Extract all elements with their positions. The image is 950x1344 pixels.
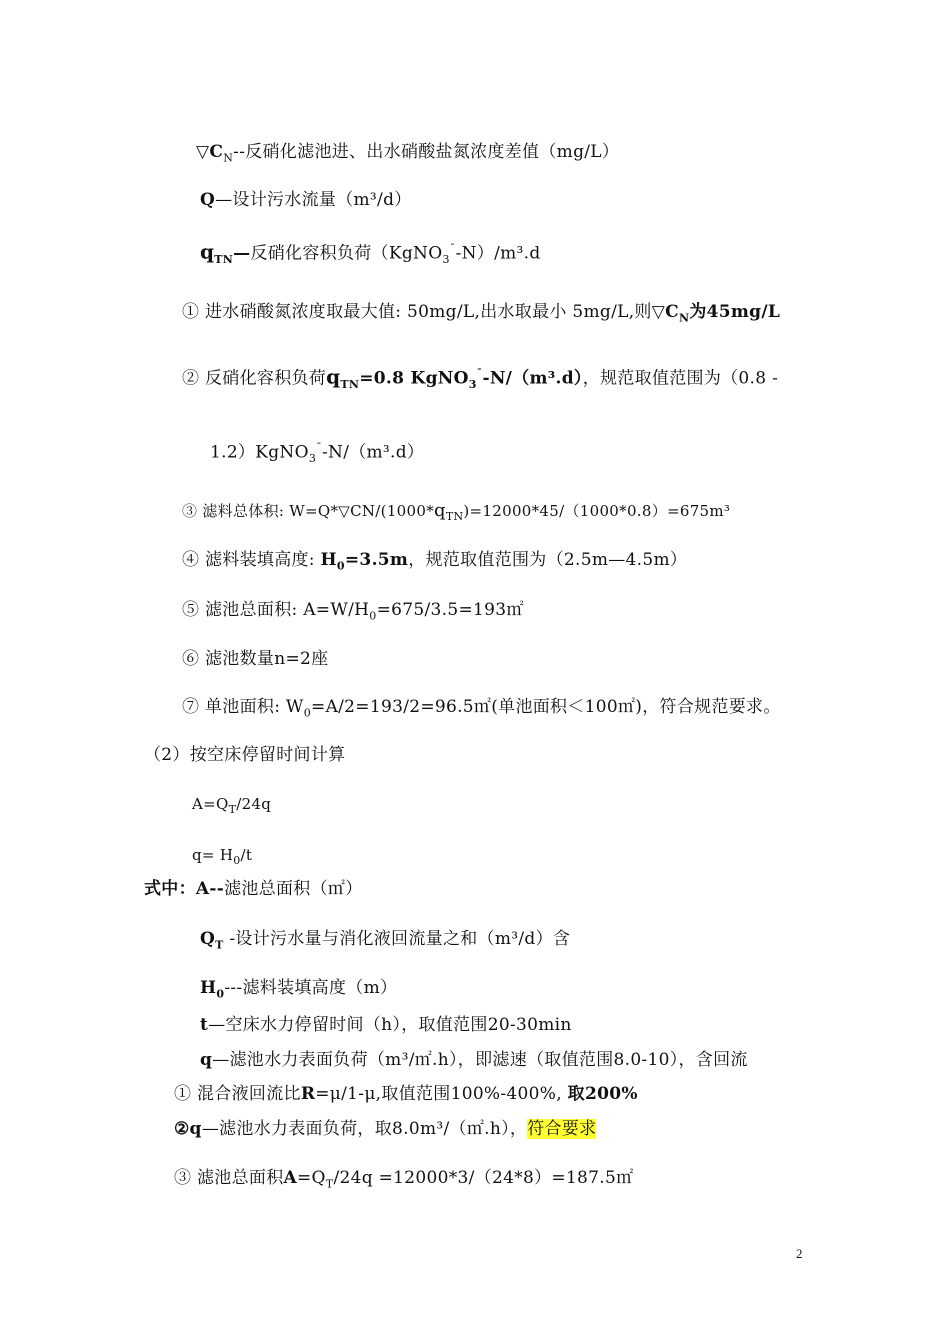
text-line: q—滤池水力表面负荷（m³/㎡.h），即滤速（取值范围8.0-10），含回流 bbox=[200, 1050, 748, 1070]
list-item-3: ③ 滤料总体积: $W=Q*▽CN/(1000*q_{TN})=12000*45/(1000*0.8)=675m^3$ bbox=[182, 500, 731, 523]
list-item-5: ⑤ 滤池总面积: $A=W/H_0=675/3.5=193㎡$ bbox=[182, 600, 524, 623]
list-item-2: ②q—滤池水力表面负荷，取8.0m³/（㎡.h），符合要求 bbox=[174, 1119, 597, 1139]
text-line: $q_{TN}—$反硝化容积负荷（KgNO$_3$¯-N）/m³.d bbox=[200, 239, 541, 267]
text-line: $Q_T$ -设计污水量与消化液回流量之和（m³/d）含 bbox=[200, 929, 571, 952]
text-line: t—空床水力停留时间（h），取值范围20-30min bbox=[200, 1015, 572, 1035]
list-item-7: ⑦ 单池面积: $W_0=A/2=193/2=96.5㎡$(单池面积＜100㎡)，符合规范要求。 bbox=[182, 697, 781, 720]
list-item-1: ① 进水硝酸氮浓度取最大值: 50mg/L,出水取最小 5mg/L,则$▽C_N$为45mg/L bbox=[182, 302, 781, 325]
text-line: $H_0---$滤料装填高度（m） bbox=[200, 978, 398, 1001]
list-item-4: ④ 滤料装填高度: $H_0=3.5m$，规范取值范围为（2.5m—4.5m） bbox=[182, 550, 688, 573]
formula-line: $q= H_0/t$ bbox=[192, 846, 253, 867]
text-line: 1.2）KgNO$_3$¯-N/（m³.d） bbox=[210, 441, 425, 466]
list-item-3: ③ 滤池总面积$A=Q_T/24q$ =12000*3/（24*8）=187.5㎡ bbox=[174, 1168, 634, 1191]
highlighted-text: 符合要求 bbox=[527, 1119, 597, 1139]
list-item-6: ⑥ 滤池数量n=2座 bbox=[182, 649, 329, 669]
text-line: 式中：A--滤池总面积（㎡） bbox=[144, 879, 363, 899]
formula-line: $A=Q_T/24q$ bbox=[192, 795, 272, 816]
section-heading: （2）按空床停留时间计算 bbox=[144, 745, 346, 765]
list-item-1: ① 混合液回流比R=μ/1-μ,取值范围100%-400%, 取200% bbox=[174, 1084, 638, 1104]
text-line: $▽C_N--$反硝化滤池进、出水硝酸盐氮浓度差值（mg/L） bbox=[196, 142, 620, 165]
text-line: Q—设计污水流量（m³/d） bbox=[200, 190, 412, 210]
list-item-2: ② 反硝化容积负荷$q_{TN}=0.8$ KgNO$_3$¯-N/（m³.d），规范取值范围为（0.8 - bbox=[182, 364, 779, 392]
page-number: 2 bbox=[796, 1246, 803, 1261]
